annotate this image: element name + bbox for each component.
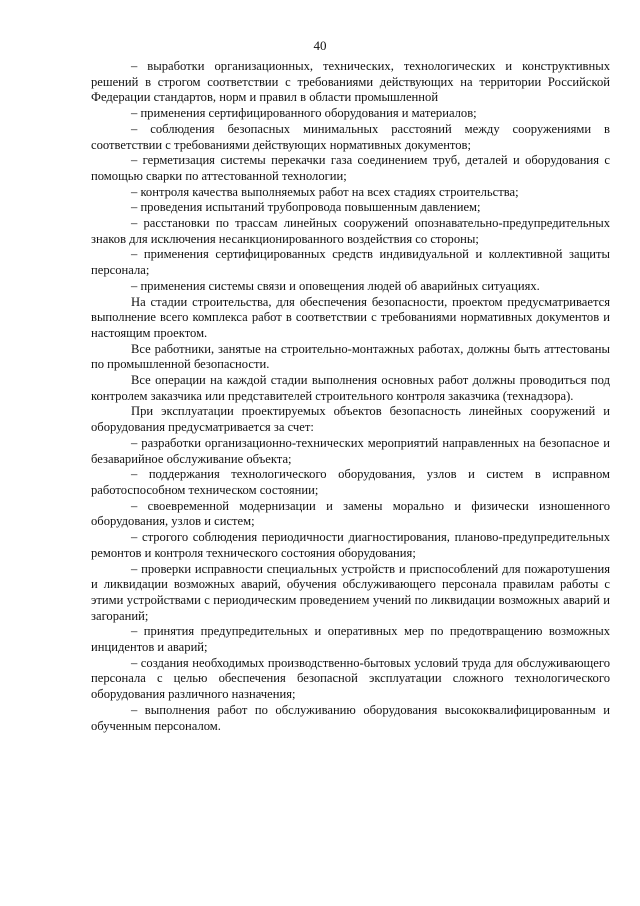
paragraph: На стадии строительства, для обеспечения безопасности, проектом предусматривается выполнение всего комплекса работ в соответствии с требованиями нормативных документов и настоящим проектом.	[91, 294, 610, 340]
page-number: 40	[313, 38, 327, 53]
paragraph: – своевременной модернизации и замены морально и физически изношенного оборудования, узлов и систем;	[91, 498, 610, 529]
paragraph: – контроля качества выполняемых работ на всех стадиях строительства;	[131, 184, 519, 199]
paragraph: Все операции на каждой стадии выполнения основных работ должны проводиться под контролем заказчика или представителей строительного контроля заказчика (технадзора).	[91, 373, 610, 403]
document-body	[91, 59, 610, 734]
paragraph: – применения сертифицированного оборудования и материалов;	[131, 106, 477, 121]
paragraph: – принятия предупредительных и оперативных мер по предотвращению возможных инцидентов и аварий;	[91, 624, 610, 655]
paragraph: – применения системы связи и оповещения людей об аварийных ситуациях.	[131, 278, 540, 293]
paragraph: – выполнения работ по обслуживанию оборудования высококвалифицированным и обученным персоналом.	[91, 702, 610, 733]
paragraph: – разработки организационно-технических мероприятий направленных на безопасное и безаварийное обслуживание объекта;	[91, 435, 610, 466]
paragraph: – проведения испытаний трубопровода повышенным давлением;	[131, 200, 481, 215]
paragraph: Все работники, занятые на строительно-монтажных работах, должны быть аттестованы по промышленной безопасности.	[91, 341, 610, 372]
paragraph: – проверки исправности специальных устройств и приспособлений для пожаротушения и ликвидации возможных аварий, обучения обслуживающего персонала правилам работы с этими устройствами с периодическим проведением учений по ликвидации возможных аварий и загораний;	[91, 561, 610, 623]
paragraph: – применения сертифицированных средств индивидуальной и коллективной защиты персонала;	[91, 247, 610, 278]
paragraph: – расстановки по трассам линейных сооружений опознавательно-предупредительных знаков для исключения несанкционированного воздействия со стороны;	[91, 216, 610, 246]
paragraph: – поддержания технологического оборудования, узлов и систем в исправном работоспособном техническом состоянии;	[91, 467, 610, 497]
paragraph: – строгого соблюдения периодичности диагностирования, планово-предупредительных ремонтов и контроля технического состояния оборудования;	[91, 530, 610, 560]
paragraph: – соблюдения безопасных минимальных расстояний между сооружениями в соответствии с требованиями действующих нормативных документов;	[91, 121, 610, 152]
paragraph: – выработки организационных, технических, технологических и конструктивных решений в строгом соответствии с требованиями действующих на территории Российской Федерации стандартов, норм и правил в области промышленной	[91, 59, 610, 105]
paragraph: – создания необходимых производственно-бытовых условий труда для обслуживающего персонала с целью обеспечения безопасной эксплуатации сложного технологического оборудования различного назначения;	[91, 655, 610, 702]
paragraph: При эксплуатации проектируемых объектов безопасность линейных сооружений и оборудования предусматривается за счет:	[91, 404, 610, 435]
paragraph: – герметизация системы перекачки газа соединением труб, деталей и оборудования с помощью сварки по аттестованной технологии;	[91, 153, 610, 183]
